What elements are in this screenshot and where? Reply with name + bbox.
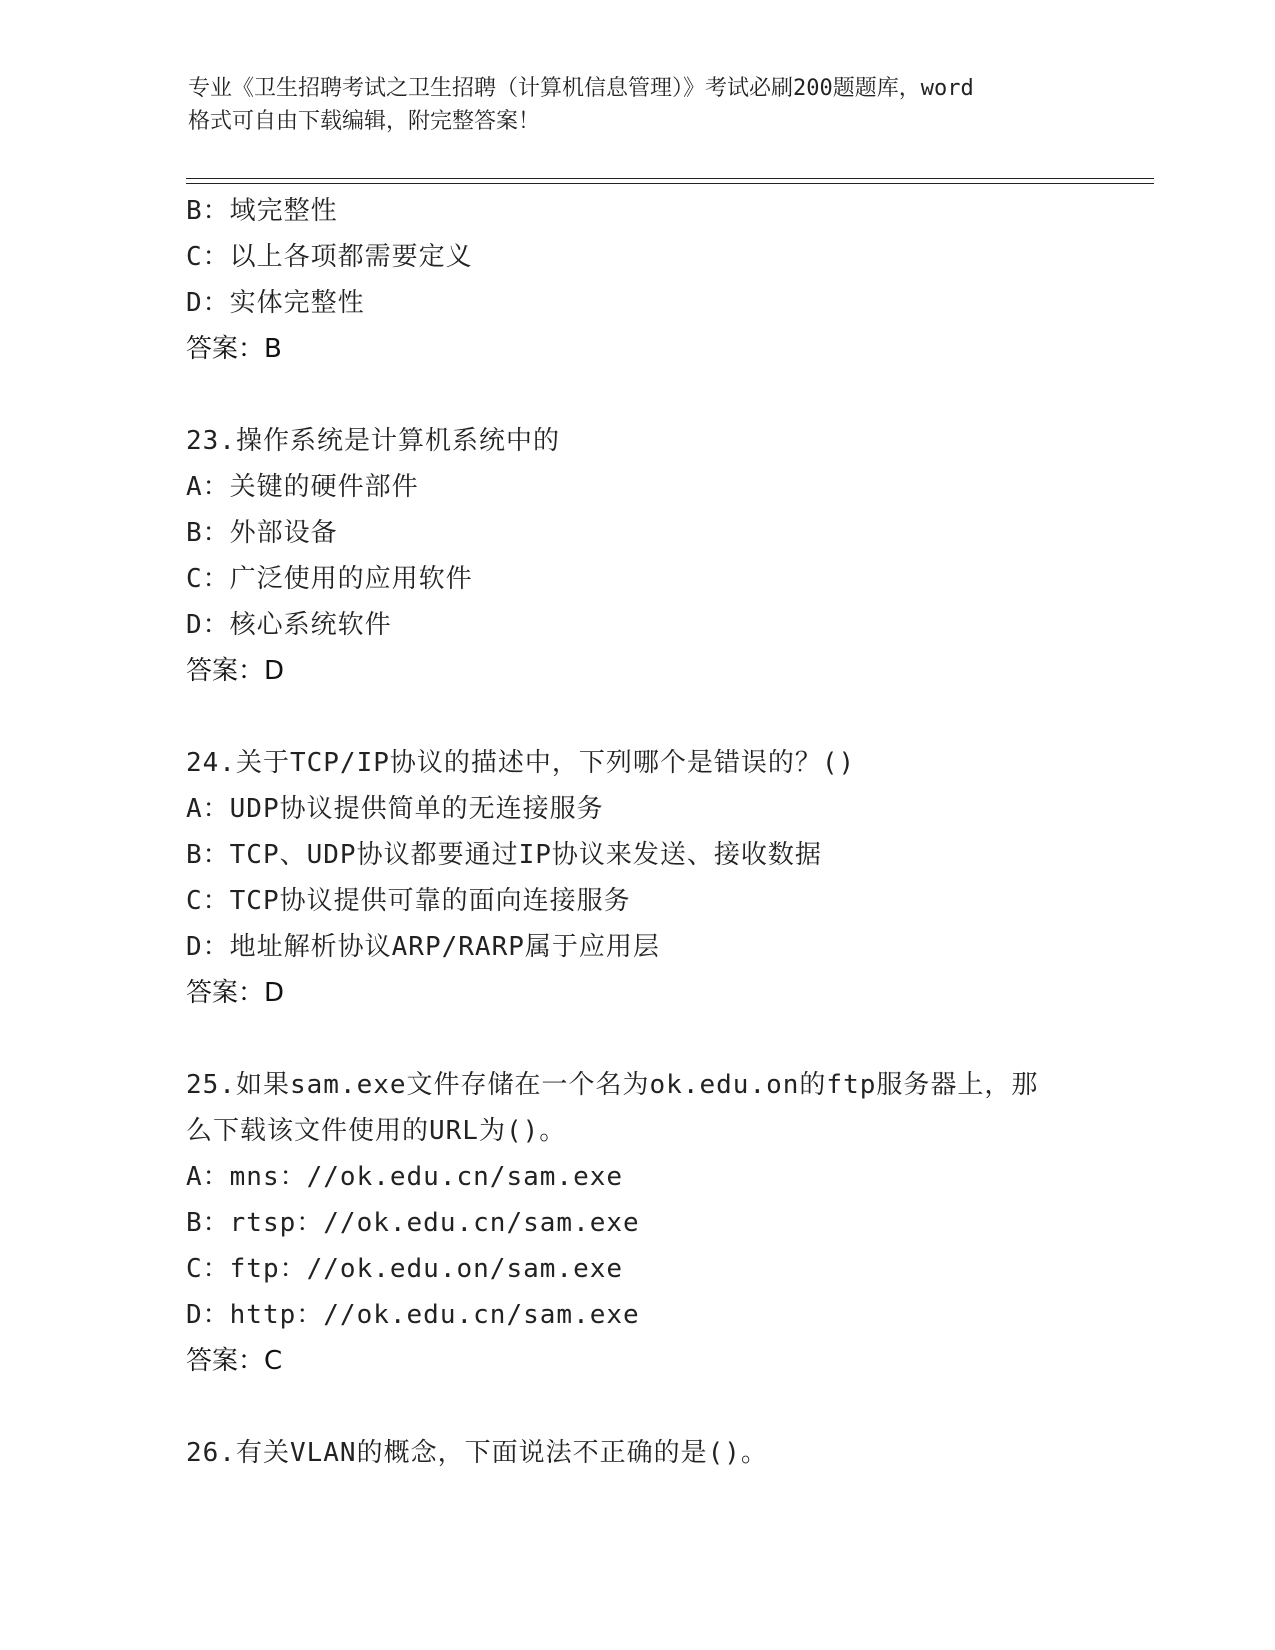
answer: 答案：D [186,656,285,686]
question-stem-line-2: 么下载该文件使用的URL为()。 [186,1116,567,1146]
option-c: C：TCP协议提供可靠的面向连接服务 [186,886,631,916]
option-c: C：ftp：//ok.edu.on/sam.exe [186,1254,624,1284]
question-stem: 23.操作系统是计算机系统中的 [186,426,560,456]
option-a: A：关键的硬件部件 [186,472,419,502]
answer: 答案：B [186,334,282,364]
question-23 [186,418,1186,694]
option-c: C：广泛使用的应用软件 [186,564,473,594]
option-b: B：TCP、UDP协议都要通过IP协议来发送、接收数据 [186,840,822,870]
question-25 [186,1062,1186,1384]
option-d: D：地址解析协议ARP/RARP属于应用层 [186,932,660,962]
option-b: B：外部设备 [186,518,338,548]
option-a: A：UDP协议提供简单的无连接服务 [186,794,604,824]
question-stem: 26.有关VLAN的概念，下面说法不正确的是()。 [186,1438,768,1468]
question-22-continued [186,188,1186,372]
answer: 答案：D [186,978,285,1008]
option-d: D：核心系统软件 [186,610,392,640]
document-header [188,72,1088,138]
answer: 答案：C [186,1346,283,1376]
document-content [186,188,1186,1476]
option-b: B：rtsp：//ok.edu.cn/sam.exe [186,1208,640,1238]
option-c: C：以上各项都需要定义 [186,242,473,272]
question-26 [186,1430,1186,1476]
option-a: A：mns：//ok.edu.cn/sam.exe [186,1162,624,1192]
option-d: D：实体完整性 [186,288,365,318]
option-d: D：http：//ok.edu.cn/sam.exe [186,1300,640,1330]
header-divider-bottom [186,183,1154,184]
question-24 [186,740,1186,1016]
question-stem-line-1: 25.如果sam.exe文件存储在一个名为ok.edu.on的ftp服务器上，那 [186,1070,1039,1100]
header-divider-top [186,178,1154,179]
header-line-2: 格式可自由下载编辑，附完整答案！ [188,109,541,134]
option-b: B：域完整性 [186,196,338,226]
header-line-1: 专业《卫生招聘考试之卫生招聘（计算机信息管理）》考试必刷200题题库，word [188,76,974,101]
question-stem: 24.关于TCP/IP协议的描述中，下列哪个是错误的？() [186,748,856,778]
